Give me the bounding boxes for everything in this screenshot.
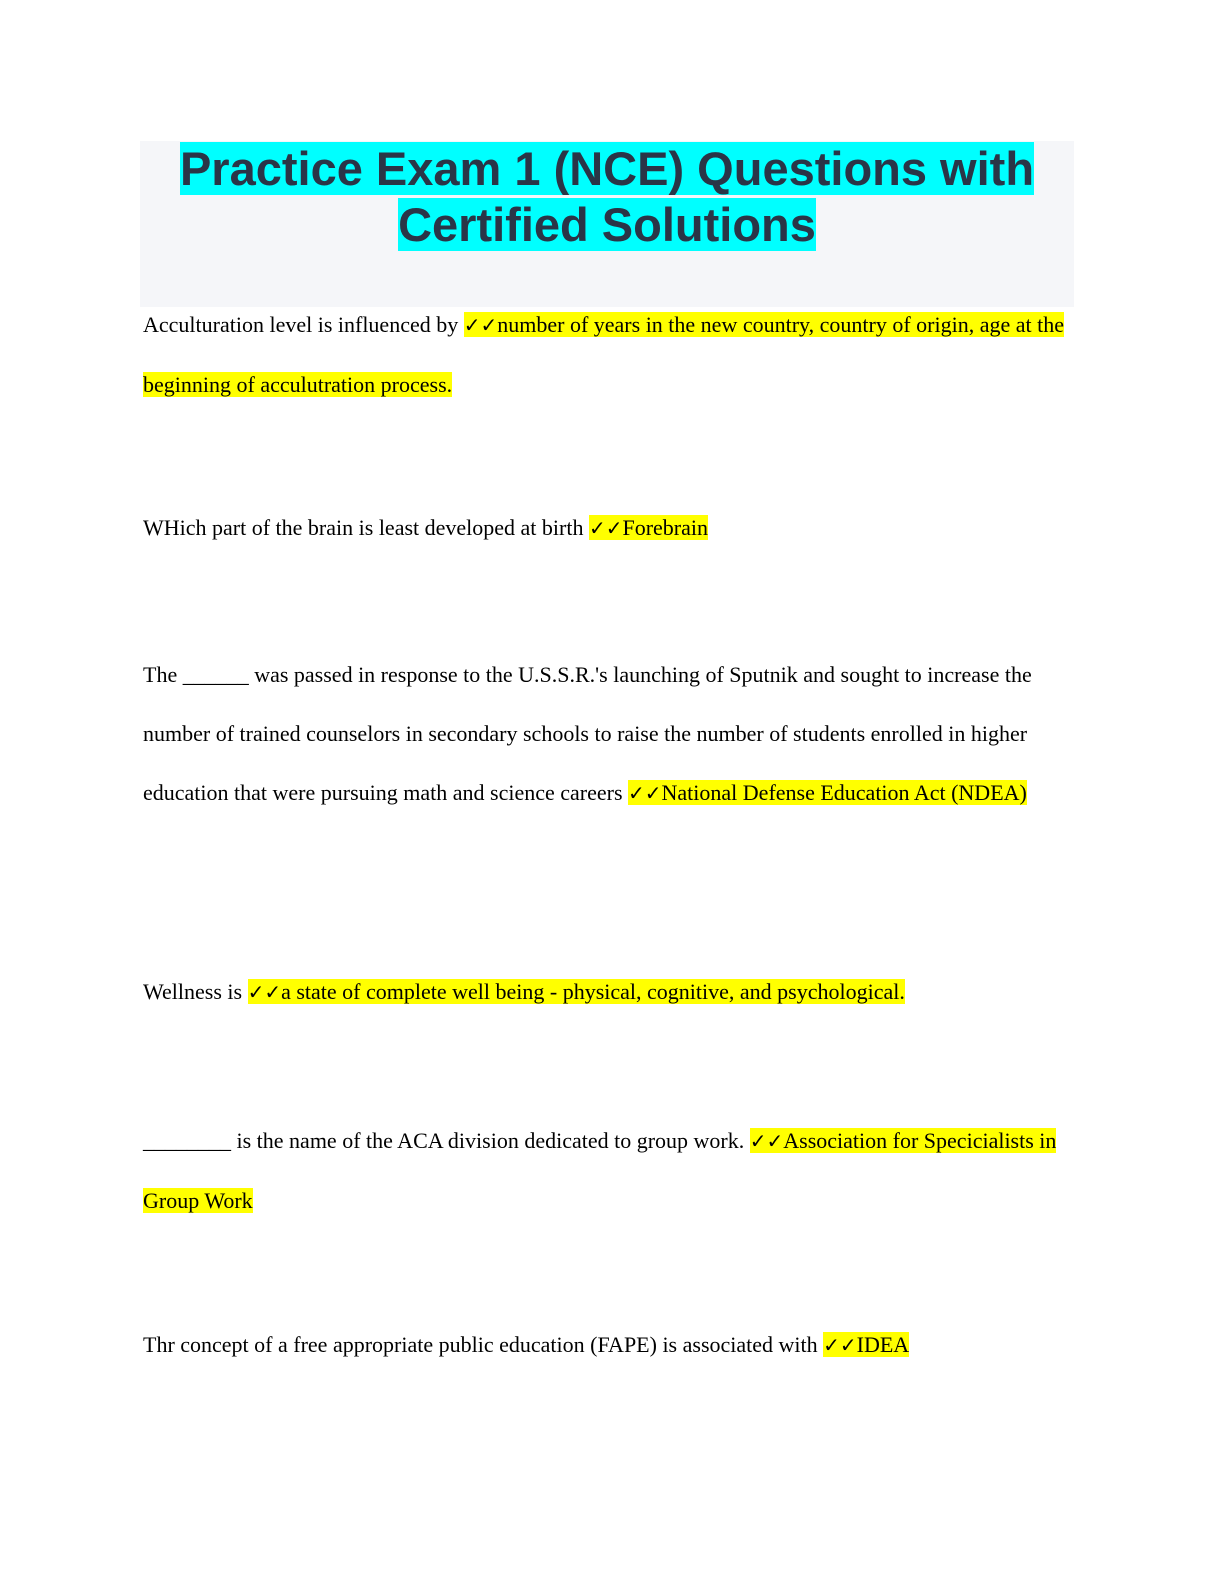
double-check-icon: ✓✓ [628,781,662,805]
question-text: ________ is the name of the ACA division dedicated to group work. [143,1128,750,1153]
double-check-icon: ✓✓ [247,980,282,1004]
question-text: The ______ was passed in response to the U.S.S.R.'s launching of Sputnik and sought to increase the number of trained counselors in secondary schools to raise the number of students enrolled in higher education that were pursuing math and science careers [143,662,1032,805]
double-check-icon: ✓✓ [749,1129,784,1153]
question-text: Wellness is [143,979,248,1004]
answer-value: IDEA [856,1332,910,1357]
question-text: WHich part of the brain is least developed at birth [143,515,589,540]
document-title [140,141,1074,253]
answer-text [589,515,708,540]
answer-value: Association for Specicialists in Group Work [143,1128,1057,1213]
title-line-1: Practice Exam 1 (NCE) Questions with [179,142,1035,195]
qa-item [143,498,1083,558]
qa-item [143,645,1083,823]
answer-text [823,1332,909,1357]
double-check-icon: ✓✓ [588,516,623,540]
answer-text [628,780,1027,805]
qa-item [143,295,1083,414]
answer-value: Forebrain [622,515,709,540]
title-line-2: Certified Solutions [398,198,816,251]
double-check-icon: ✓✓ [463,313,498,337]
qa-item [143,1315,1083,1375]
answer-value: National Defense Education Act (NDEA) [661,780,1027,805]
answer-value: number of years in the new country, country of origin, age at the beginning of acculutration process. [143,312,1064,397]
qa-item [143,1111,1083,1230]
question-text: Acculturation level is influenced by [143,312,464,337]
double-check-icon: ✓✓ [823,1333,857,1357]
answer-value: a state of complete well being - physical, cognitive, and psychological. [281,979,905,1004]
answer-text [248,979,905,1004]
qa-item [143,962,1083,1022]
question-text: Thr concept of a free appropriate public education (FAPE) is associated with [143,1332,824,1357]
